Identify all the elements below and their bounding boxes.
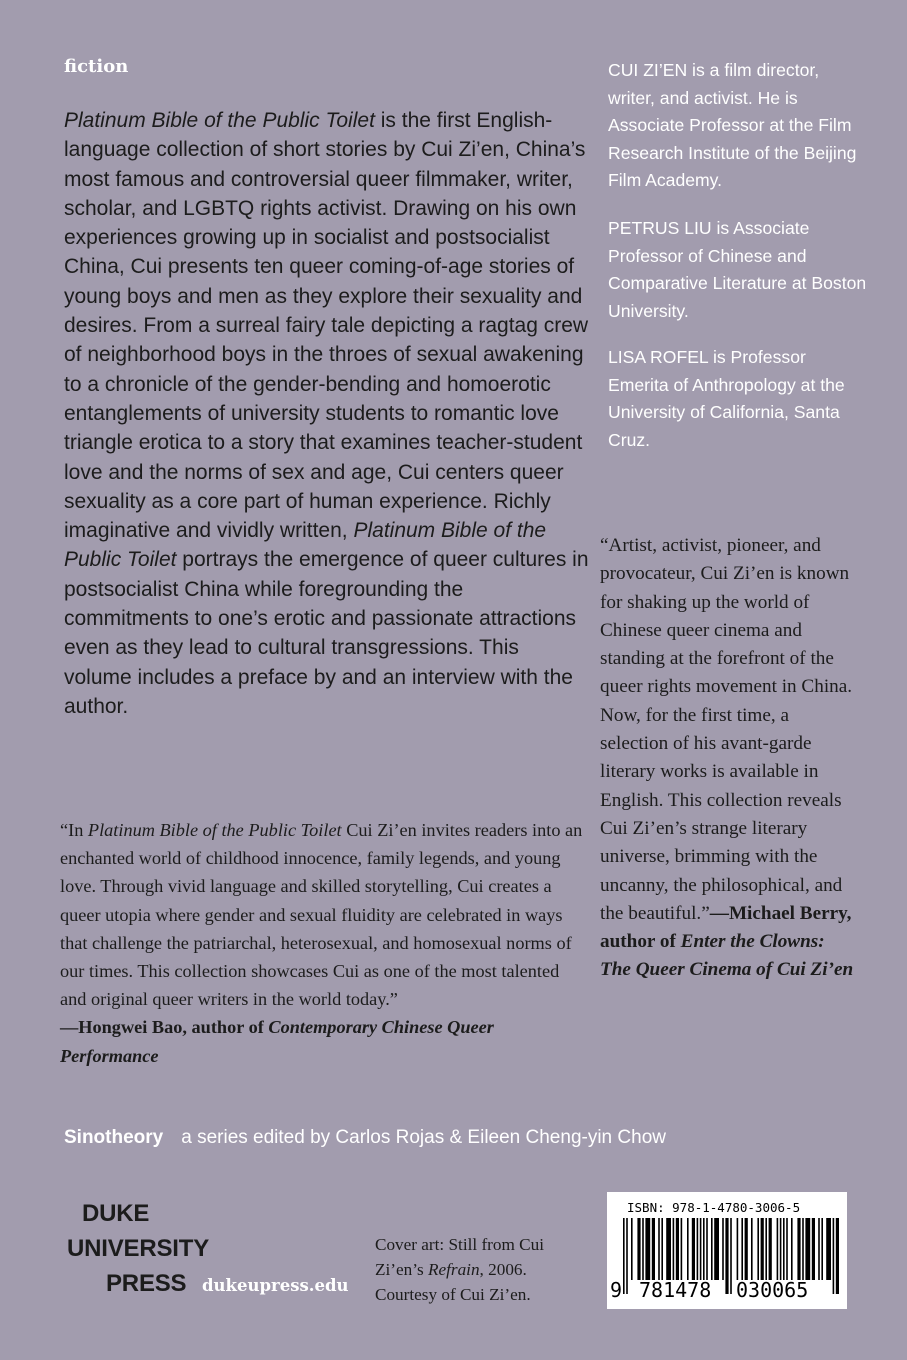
barcode-bar (783, 1218, 785, 1280)
barcode-bar (757, 1218, 759, 1280)
barcode-first-digit: 9 (610, 1278, 623, 1302)
barcode-bar (765, 1218, 767, 1280)
barcode-bar (769, 1218, 772, 1280)
barcode-bar (658, 1218, 660, 1280)
barcode-bar (626, 1218, 628, 1294)
barcode-bar (805, 1218, 810, 1280)
barcode-bar (673, 1218, 675, 1280)
description-part-1: is the first English-language collection of short stories by Cui Zi’en, China’s most famous and controversial queer filmmaker, writer, scholar, and LGBTQ rights activist. Drawing on his own experiences growing up in socialist and postsocialist China, Cui presents ten queer coming-of-age stories of young boys and men as they explore their sexuality and desires. From a surreal fairy tale depicting a ragtag crew of neighborhood boys in the throes of sexual awakening to a chronicle of the gender-bending and homoerotic entanglements of university students to romantic love triangle erotica to a story that examines teacher-student love and the norms of sex and age, Cui centers queer sexuality as a core part of human experience. Richly imaginative and vividly written, (64, 109, 589, 543)
barcode-bar (645, 1218, 650, 1280)
barcode-bar (821, 1218, 823, 1280)
barcode-bar (623, 1218, 625, 1294)
publisher-logo-line-3: PRESS (106, 1270, 187, 1297)
publisher-url: dukeupress.edu (202, 1276, 349, 1295)
barcode-bar (833, 1218, 835, 1294)
blurb-attribution: —Michael Berry, author of Enter the Clowns: The Queer Cinema of Cui Zi’en (600, 902, 854, 981)
barcode-bar (692, 1218, 695, 1280)
barcode-bar (703, 1218, 705, 1280)
barcode-bar (780, 1218, 782, 1280)
barcode-bar (711, 1218, 713, 1280)
barcode-bar (666, 1218, 671, 1280)
bio-lisa-rofel: LISA ROFEL is Professor Emerita of Anthropology at the University of California, Santa Cruz. (608, 347, 845, 450)
barcode-bar (661, 1218, 663, 1280)
barcode-bar (687, 1218, 689, 1280)
description-part-2: portrays the emergence of queer cultures in postsocialist China while foregrounding the commitments to one’s erotic and passionate attractions even as they lead to cultural transgressions. This volume includes a preface by and an interview with the author. (64, 548, 589, 718)
barcode-bar (722, 1218, 724, 1280)
publisher-logo-line-1: DUKE (82, 1200, 150, 1227)
blurb-book-title: Platinum Bible of the Public Toilet (87, 820, 342, 840)
cover-art-credit: Cover art: Still from Cui Zi’en’s Refrain, 2006. Courtesy of Cui Zi’en. (375, 1235, 544, 1304)
description-title-1: Platinum Bible of the Public Toilet (64, 109, 375, 132)
barcode-bar (714, 1218, 719, 1280)
barcode-bar (751, 1218, 753, 1280)
barcode-bar (836, 1218, 839, 1294)
barcode-bar (761, 1218, 764, 1280)
barcode-bar (826, 1218, 831, 1280)
barcode-left-group: 781478 (639, 1278, 712, 1302)
barcode-bar (725, 1218, 728, 1294)
blurb-text: “Artist, activist, pioneer, and provocateur, Cui Zi’en is known for shaking up the world of Chinese queer cinema and standing at the forefront of the queer rights movement in China. Now, for the first time, a selection of his avant-garde literary works is available in English. This collection reveals Cui Zi’en’s strange literary universe, brimming with the uncanny, the philosophical, and the beautiful.” (600, 535, 853, 924)
barcode-bar (631, 1218, 633, 1280)
barcode-bar (676, 1218, 679, 1280)
bio-cui-zien: CUI ZI’EN is a film director, writer, and activist. He is Associate Professor at the Film Research Institute of the Beijing Film Academy. (608, 60, 857, 190)
barcode-bar (737, 1218, 739, 1280)
isbn-label: ISBN: 978-1-4780-3006-5 (627, 1200, 801, 1215)
genre-label: fiction (64, 56, 129, 77)
barcode-bar (681, 1218, 683, 1280)
barcode-bar (777, 1218, 779, 1280)
barcode-bar (797, 1218, 800, 1280)
barcode-bar (652, 1218, 655, 1280)
bio-petrus-liu: PETRUS LIU is Associate Professor of Chinese and Comparative Literature at Boston University. (608, 218, 867, 321)
series-editors: a series edited by Carlos Rojas & Eileen Cheng-yin Chow (181, 1127, 666, 1148)
book-description (64, 106, 589, 721)
barcode-right-group: 030065 (736, 1278, 809, 1302)
barcode-bar (741, 1218, 743, 1280)
barcode-bar (812, 1218, 815, 1280)
barcode-bar (802, 1218, 804, 1280)
series-line (64, 1127, 666, 1149)
barcode-bar (730, 1218, 732, 1294)
barcode-bar (791, 1218, 793, 1280)
blurb-attribution: —Hongwei Bao, author of Contemporary Chinese Queer Performance (60, 1017, 494, 1066)
series-name: Sinotheory (64, 1127, 164, 1148)
barcode-bar (706, 1218, 708, 1280)
barcode-bar (786, 1218, 788, 1280)
blurb-michael-berry (600, 532, 858, 985)
barcode-bar (700, 1218, 702, 1280)
barcode-bar (818, 1218, 820, 1280)
blurb-text: Cui Zi’en invites readers into an enchanted world of childhood innocence, family legends, and young love. Through vivid language and skilled storytelling, Cui creates a queer utopia where gender and sexual fluidity are celebrated in ways that challenge the patriarchal, heterosexual, and homosexual norms of our times. This collection showcases Cui as one of the most talented and original queer writers in the world today.” (60, 820, 583, 1010)
blurb-hongwei-bao: “In Platinum Bible of the Public Toilet Cui Zi’en invites readers into an enchanted world of childhood innocence, family legends, and young love. Through vivid language and skilled storytelling, Cui creates a queer utopia where gender and sexual fluidity are celebrated in ways that challenge the patriarchal, heterosexual, and homosexual norms of our times. This collection showcases Cui as one of the most talented and original queer writers in the world today.” —Hongwei Bao, author of Contemporary Chinese Queer Performance (60, 820, 583, 1066)
barcode-bar (642, 1218, 644, 1280)
publisher-logo-line-2: UNIVERSITY (67, 1235, 210, 1262)
barcode-bar (637, 1218, 640, 1280)
barcode-bar (745, 1218, 748, 1280)
description-title-2: Platinum Bible of the Public Toilet (64, 519, 547, 572)
barcode-bar (697, 1218, 699, 1280)
